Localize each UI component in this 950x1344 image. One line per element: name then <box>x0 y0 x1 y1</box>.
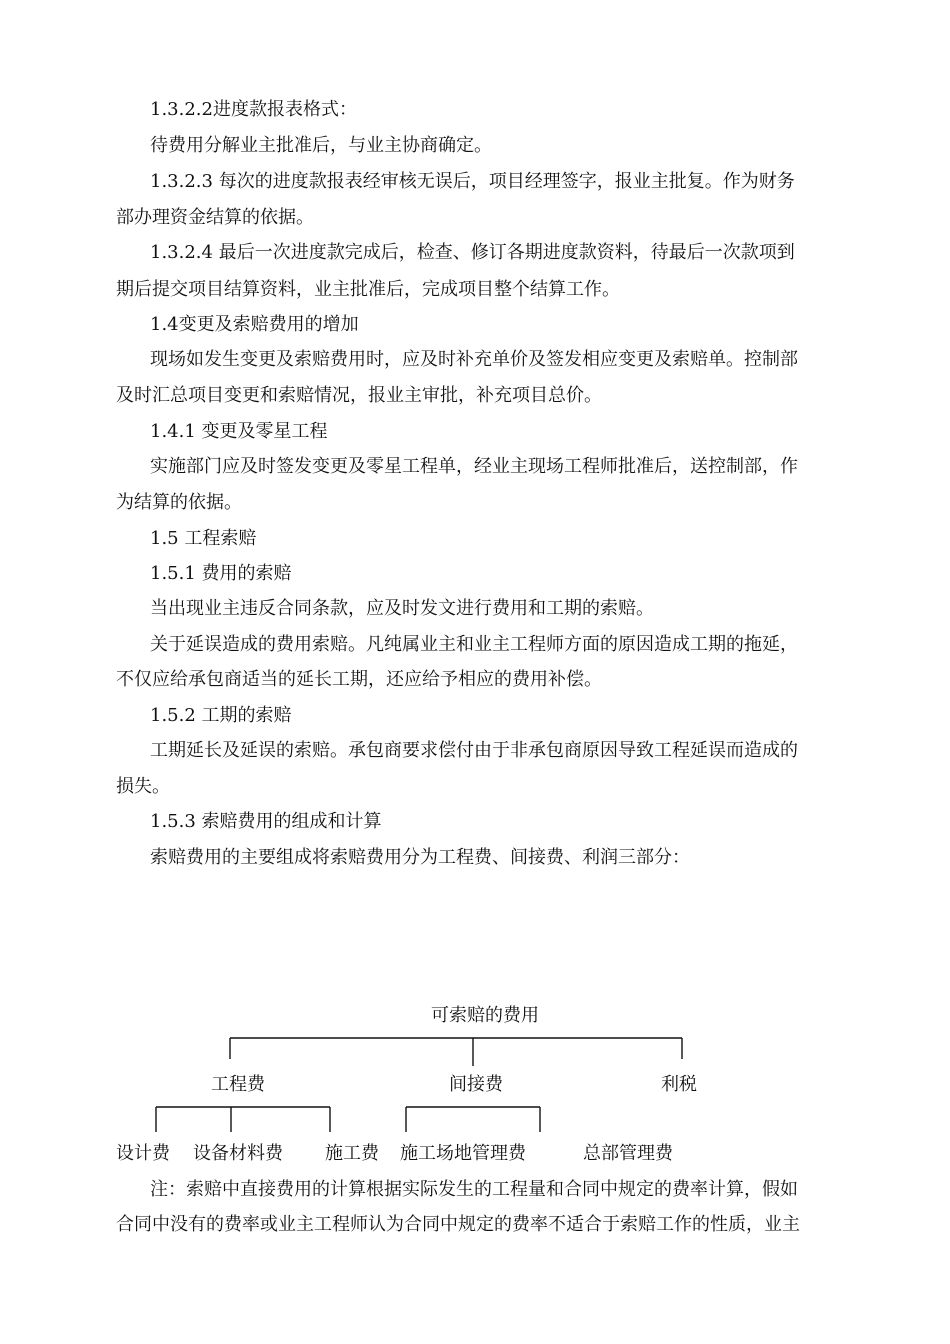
paragraph-line: 现场如发生变更及索赔费用时，应及时补充单价及签发相应变更及索赔单。控制部 <box>150 349 798 370</box>
tree-leaf-design-fee: 设计费 <box>116 1143 170 1164</box>
heading-1-5-1: 1.5.1 费用的索赔 <box>150 563 292 584</box>
heading-1-4-1: 1.4.1 变更及零星工程 <box>150 421 328 442</box>
heading-1-5: 1.5 工程索赔 <box>150 528 257 549</box>
paragraph-line: 关于延误造成的费用索赔。凡纯属业主和业主工程师方面的原因造成工期的拖延， <box>150 634 798 655</box>
paragraph-line: 实施部门应及时签发变更及零星工程单，经业主现场工程师批准后，送控制部，作 <box>150 456 798 477</box>
paragraph-line: 期后提交项目结算资料，业主批准后，完成项目整个结算工作。 <box>116 279 620 300</box>
paragraph-line: 当出现业主违反合同条款，应及时发文进行费用和工期的索赔。 <box>150 598 654 619</box>
paragraph-line: 不仅应给承包商适当的延长工期，还应给予相应的费用补偿。 <box>116 669 602 690</box>
paragraph-line: 工期延长及延误的索赔。承包商要求偿付由于非承包商原因导致工程延误而造成的 <box>150 740 798 761</box>
paragraph-line: 索赔费用的主要组成将索赔费用分为工程费、间接费、利润三部分： <box>150 847 690 868</box>
paragraph-line: 1.3.2.4 最后一次进度款完成后，检查、修订各期进度款资料，待最后一次款项到 <box>150 242 795 263</box>
paragraph-line: 待费用分解业主批准后，与业主协商确定。 <box>150 135 492 156</box>
tree-node-engineering-cost: 工程费 <box>211 1074 265 1095</box>
note-line: 合同中没有的费率或业主工程师认为合同中规定的费率不适合于索赔工作的性质，业主 <box>116 1214 800 1235</box>
paragraph-line: 损失。 <box>116 776 170 797</box>
heading-1-5-3: 1.5.3 索赔费用的组成和计算 <box>150 811 382 832</box>
paragraph-line: 部办理资金结算的依据。 <box>116 207 314 228</box>
paragraph-line: 为结算的依据。 <box>116 492 242 513</box>
tree-root-label: 可索赔的费用 <box>431 1005 539 1026</box>
paragraph-line: 及时汇总项目变更和索赔情况，报业主审批，补充项目总价。 <box>116 385 602 406</box>
paragraph-line: 1.3.2.3 每次的进度款报表经审核无误后，项目经理签字，报业主批复。作为财务 <box>150 171 795 192</box>
tree-leaf-equipment-material-fee: 设备材料费 <box>193 1143 283 1164</box>
heading-1-4: 1.4变更及索赔费用的增加 <box>150 314 359 335</box>
tree-leaf-site-management-fee: 施工场地管理费 <box>400 1143 526 1164</box>
heading-1-5-2: 1.5.2 工期的索赔 <box>150 705 292 726</box>
tree-leaf-hq-management-fee: 总部管理费 <box>583 1143 673 1164</box>
heading-1-3-2-2: 1.3.2.2进度款报表格式： <box>150 99 357 120</box>
tree-leaf-construction-fee: 施工费 <box>325 1143 379 1164</box>
tree-node-indirect-cost: 间接费 <box>449 1074 503 1095</box>
tree-node-profit-tax: 利税 <box>661 1074 697 1095</box>
note-line: 注：索赔中直接费用的计算根据实际发生的工程量和合同中规定的费率计算，假如 <box>150 1179 798 1200</box>
